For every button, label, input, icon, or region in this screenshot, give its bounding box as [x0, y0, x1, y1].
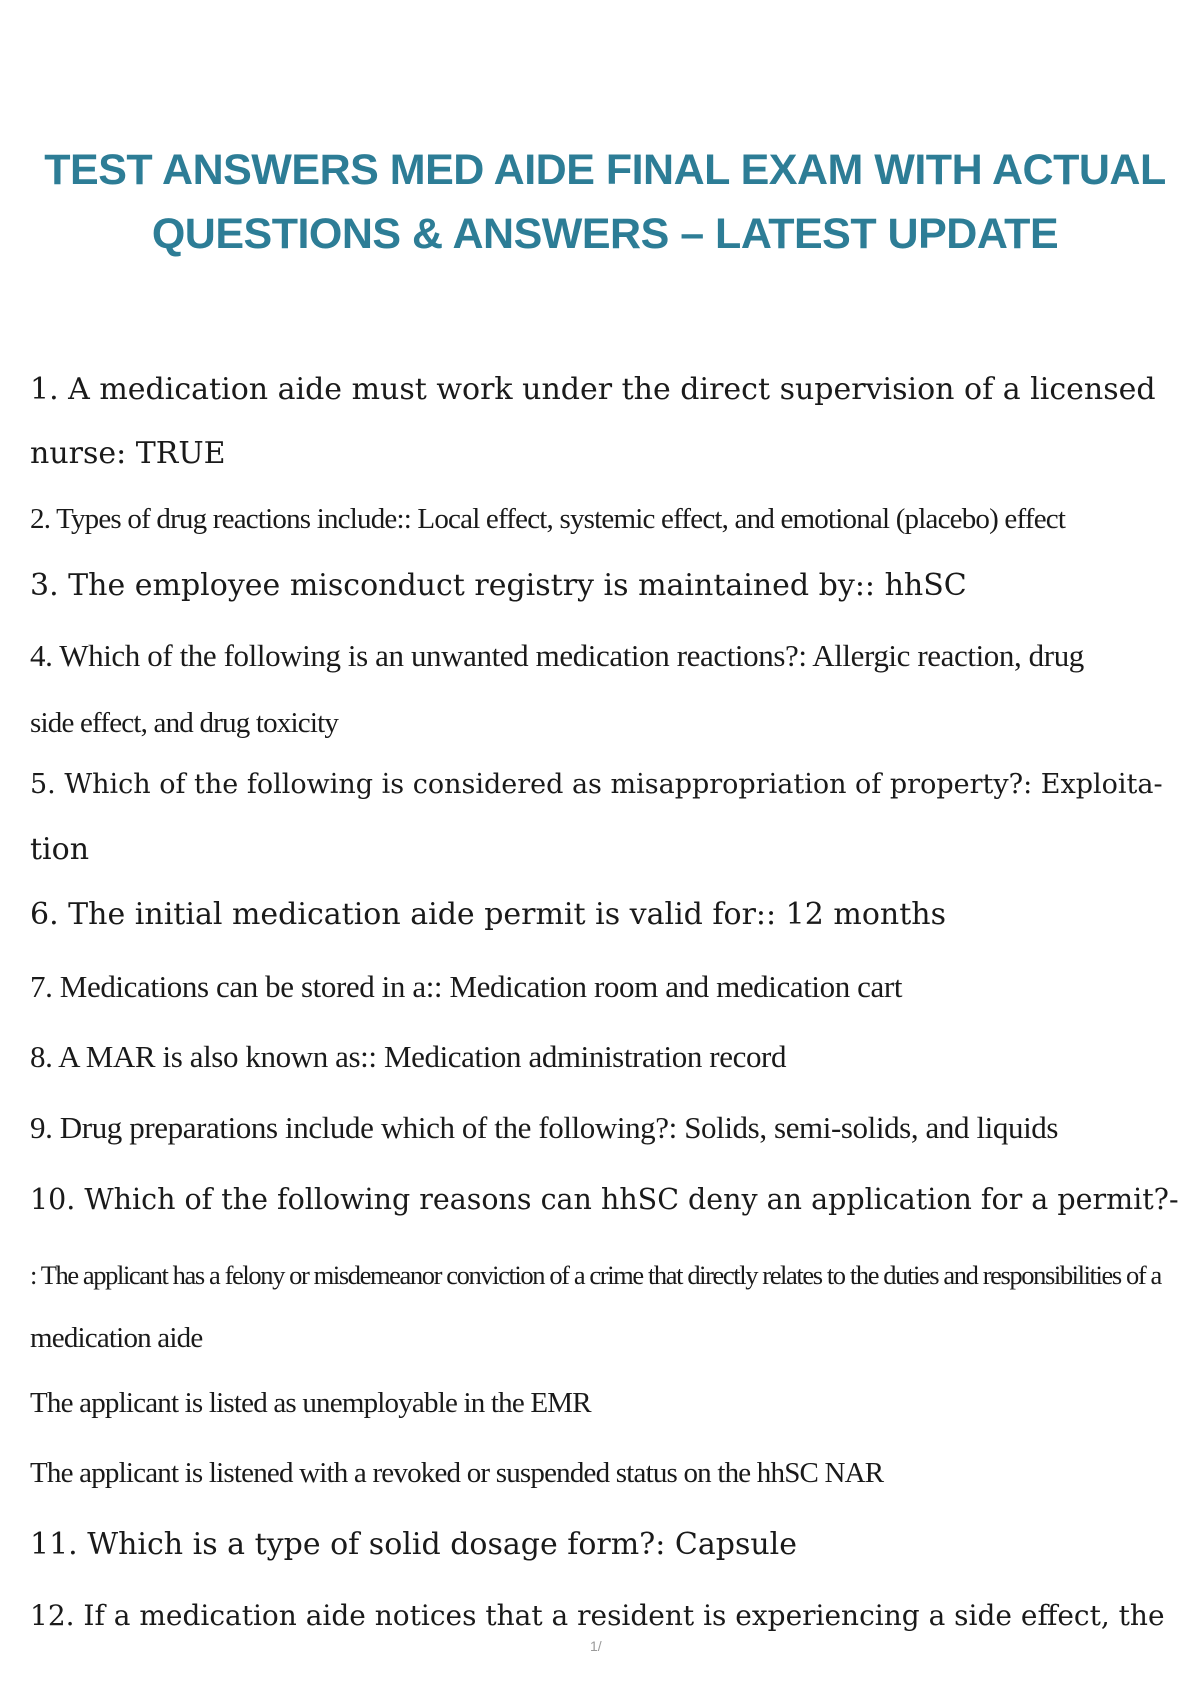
question-8: 8. A MAR is also known as:: Medication administration record — [30, 1039, 787, 1074]
question-12-line-1: 12. If a medication aide notices that a resident is experiencing a side effect, the — [30, 1599, 1165, 1632]
title-line-1: TEST ANSWERS MED AIDE FINAL EXAM WITH ACTUAL — [44, 146, 1166, 194]
question-9: 9. Drug preparations include which of the following?: Solids, semi-solids, and liquids — [30, 1110, 1059, 1145]
question-10-answer-2: The applicant is listed as unemployable in the EMR — [30, 1387, 591, 1419]
question-5-line-2: tion — [30, 832, 90, 867]
document-title — [0, 138, 1200, 266]
question-5-line-1: 5. Which of the following is considered as misappropriation of property?: Exploita- — [30, 769, 1163, 800]
question-1-line-1: 1. A medication aide must work under the direct supervision of a licensed — [30, 372, 1156, 407]
question-10-line-1: 10. Which of the following reasons can hhSC deny an application for a permit?- — [30, 1183, 1179, 1216]
question-3: 3. The employee misconduct registry is maintained by:: hhSC — [30, 568, 967, 603]
question-10-answer-3: The applicant is listened with a revoked or suspended status on the hhSC NAR — [30, 1457, 884, 1489]
question-4-line-1: 4. Which of the following is an unwanted medication reactions?: Allergic reaction, drug — [30, 638, 1084, 673]
page-number: 1/ — [590, 1638, 602, 1654]
question-6: 6. The initial medication aide permit is valid for:: 12 months — [30, 897, 946, 932]
question-11: 11. Which is a type of solid dosage form?: Capsule — [30, 1527, 798, 1562]
question-10-answer-1: : The applicant has a felony or misdemeanor conviction of a crime that directly relates to the duties and responsibilities of a — [30, 1260, 1161, 1290]
question-10-answer-1-cont: medication aide — [30, 1322, 203, 1354]
question-7: 7. Medications can be stored in a:: Medication room and medication cart — [30, 969, 903, 1004]
question-2: 2. Types of drug reactions include:: Local effect, systemic effect, and emotional (placebo) effect — [30, 503, 1066, 535]
title-line-2: QUESTIONS & ANSWERS – LATEST UPDATE — [151, 210, 1059, 258]
question-4-line-2: side effect, and drug toxicity — [30, 707, 339, 739]
question-1-line-2: nurse: TRUE — [30, 436, 226, 471]
